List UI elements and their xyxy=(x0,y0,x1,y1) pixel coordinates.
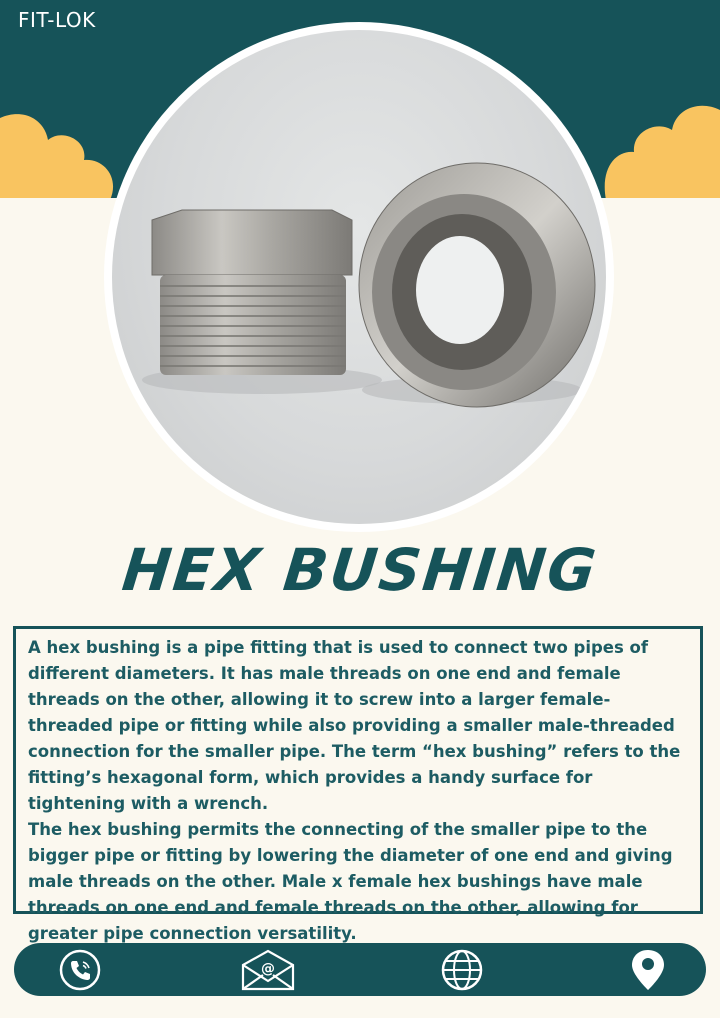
description-paragraph-1: A hex bushing is a pipe fitting that is used to connect two pipes of different diameters. It has male threads on one end and female threads on the other, allowing it to screw into a larger female-threaded pipe or fitting while also providing a smaller male-threaded connection for the smaller pipe. The term “hex bushing” refers to the fitting’s hexagonal form, which provides a handy surface for tightening with a wrench. xyxy=(28,638,681,813)
description-box xyxy=(13,626,703,943)
location-button[interactable] xyxy=(618,943,678,996)
location-pin-icon xyxy=(628,947,668,993)
product-photo xyxy=(112,30,606,524)
email-icon xyxy=(239,947,297,993)
page-title: HEX BUSHING xyxy=(119,536,601,604)
brand-logo: FIT-LOK xyxy=(18,8,96,32)
phone-button[interactable] xyxy=(50,943,110,996)
left-cloud-shape xyxy=(0,114,113,200)
contact-bar xyxy=(14,943,706,996)
description-paragraph-2: The hex bushing permits the connecting of the smaller pipe to the bigger pipe or fitting by lowering the diameter of one end and giving male threads on the other. Male x female hex bushings have male threads on one end and female threads on the other, allowing for greater pipe connection versatility. xyxy=(28,820,673,943)
svg-text:@: @ xyxy=(261,960,275,977)
website-button[interactable] xyxy=(432,943,492,996)
globe-icon xyxy=(439,947,485,993)
email-button[interactable] xyxy=(238,943,298,996)
phone-icon xyxy=(57,947,103,993)
right-cloud-shape xyxy=(605,106,720,200)
